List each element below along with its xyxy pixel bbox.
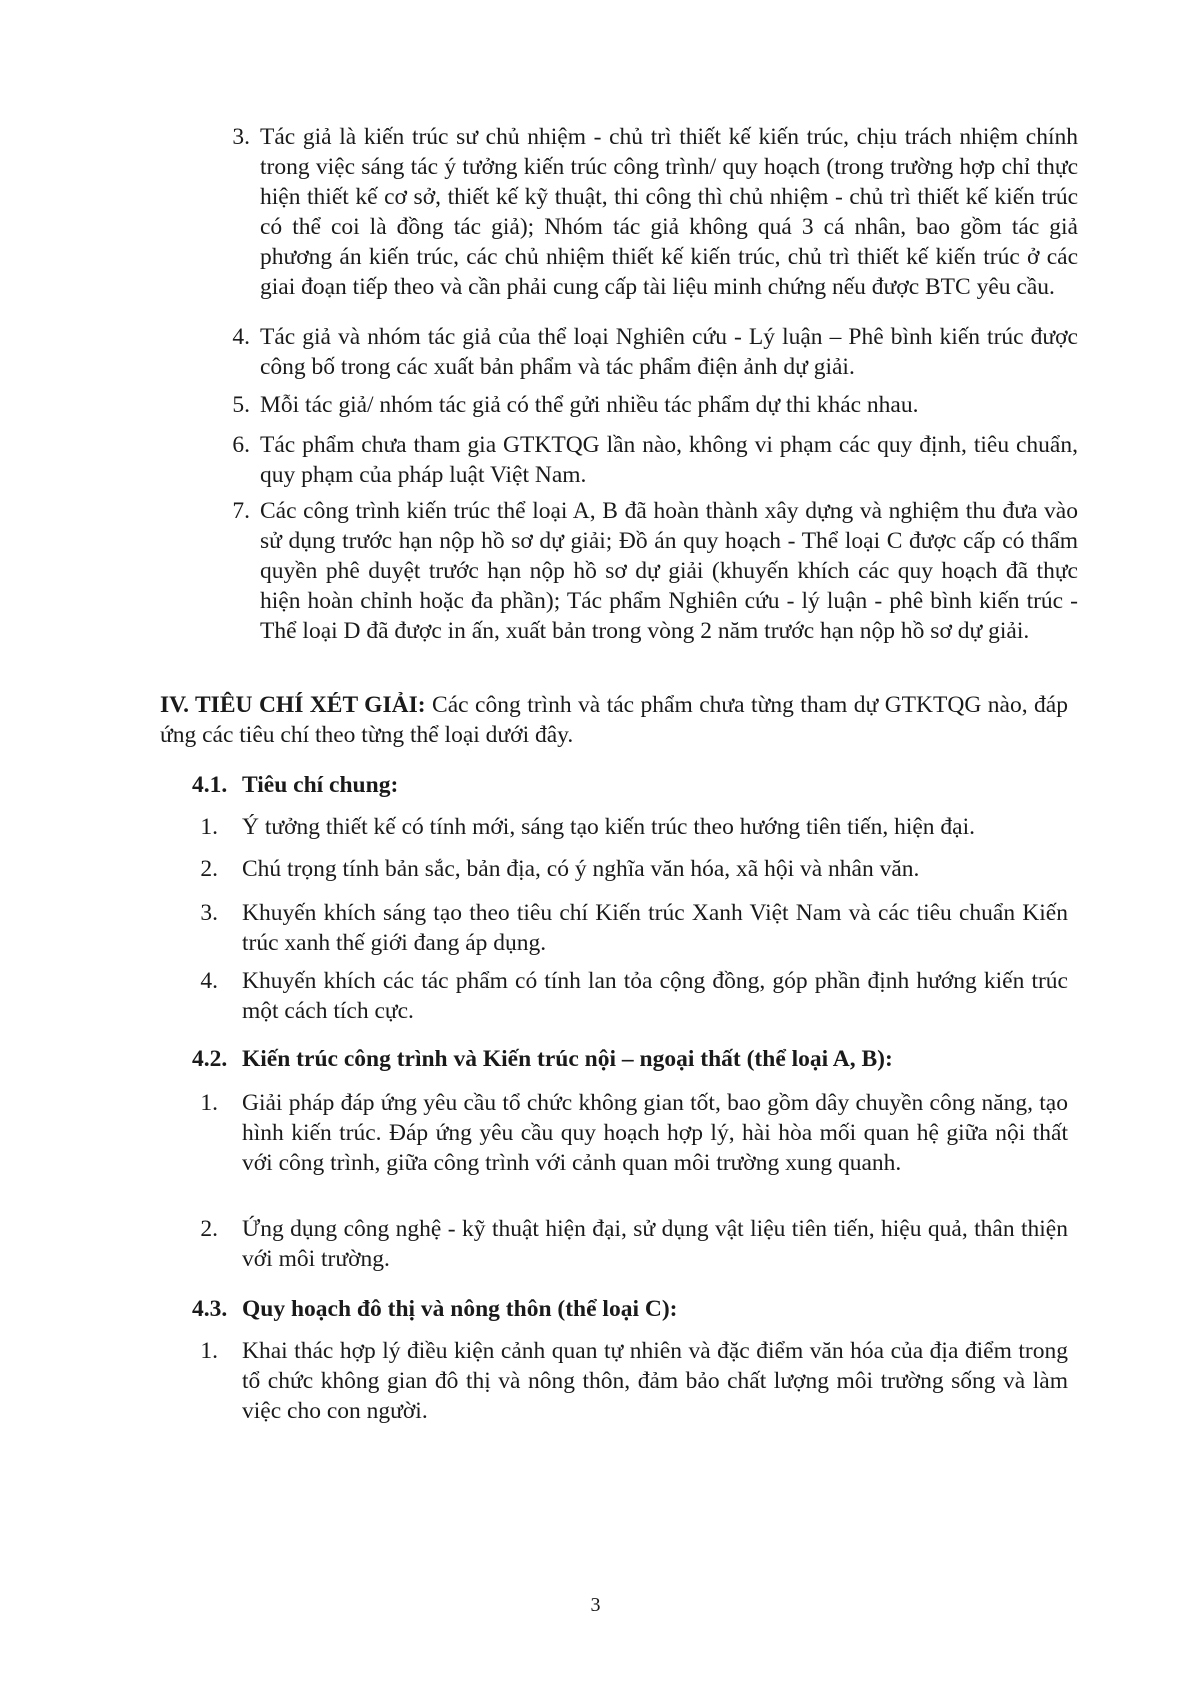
- list-item-text: Chú trọng tính bản sắc, bản địa, có ý nghĩa văn hóa, xã hội và nhân văn.: [242, 856, 920, 882]
- list-item-text: Tác giả là kiến trúc sư chủ nhiệm - chủ trì thiết kế kiến trúc, chịu trách nhiệm chính trong việc sáng tác ý tưởng kiến trúc công trình/ quy hoạch (trong trường hợp chỉ thực hiện thiết kế cơ sở, thiết kế kỹ thuật, thi công thì chủ nhiệm - chủ trì thiết kế kiến trúc có thể coi là đồng tác giả); Nhóm tác giả không quá 3 cá nhân, bao gồm tác giả phương án kiến trúc, các chủ nhiệm thiết kế kiến trúc, chủ trì thiết kế kiến trúc ở các giai đoạn tiếp theo và cần phải cung cấp tài liệu minh chứng nếu được BTC yêu cầu.: [260, 124, 1078, 300]
- list-item-number: 3.: [200, 900, 218, 926]
- list-item-text: Các công trình kiến trúc thể loại A, B đã hoàn thành xây dựng và nghiệm thu đưa vào sử dụng trước hạn nộp hồ sơ dự giải; Đồ án quy hoạch - Thể loại C được cấp có thẩm quyền phê duyệt trước hạn nộp hồ sơ dự giải (khuyến khích các quy hoạch đã thực hiện hoàn chỉnh hoặc đa phần); Tác phẩm Nghiên cứu - lý luận - phê bình kiến trúc - Thể loại D đã được in ấn, xuất bản trong vòng 2 năm trước hạn nộp hồ sơ dự giải.: [260, 498, 1078, 644]
- list-item-number: 3.: [232, 124, 250, 150]
- list-item-number: 4.: [232, 324, 250, 350]
- page-number: 3: [590, 1594, 601, 1616]
- list-item-text: Ý tưởng thiết kế có tính mới, sáng tạo kiến trúc theo hướng tiên tiến, hiện đại.: [242, 814, 976, 840]
- subsection-title: Quy hoạch đô thị và nông thôn (thể loại C):: [242, 1296, 678, 1322]
- list-item-text: Ứng dụng công nghệ - kỹ thuật hiện đại, sử dụng vật liệu tiên tiến, hiệu quả, thân thiện với môi trường.: [242, 1216, 1068, 1272]
- list-item-text: Khuyến khích sáng tạo theo tiêu chí Kiến trúc Xanh Việt Nam và các tiêu chuẩn Kiến trúc xanh thế giới đang áp dụng.: [242, 900, 1068, 956]
- list-item-text: Khai thác hợp lý điều kiện cảnh quan tự nhiên và đặc điểm văn hóa của địa điểm trong tổ chức không gian đô thị và nông thôn, đảm bảo chất lượng môi trường sống và làm việc cho con người.: [242, 1338, 1068, 1424]
- subsection-number: 4.3.: [192, 1296, 228, 1322]
- list-item-number: 6.: [232, 432, 250, 458]
- section-iv-intro: Các công trình và tác phẩm chưa từng tham dự GTKTQG nào, đáp ứng các tiêu chí theo từng thể loại dưới đây.: [160, 692, 1068, 748]
- subsection-number: 4.2.: [192, 1046, 228, 1072]
- subsection-number: 4.1.: [192, 772, 228, 798]
- list-item-text: Tác phẩm chưa tham gia GTKTQG lần nào, không vi phạm các quy định, tiêu chuẩn, quy phạm của pháp luật Việt Nam.: [260, 432, 1078, 488]
- section-iv-heading: IV. TIÊU CHÍ XÉT GIẢI:: [160, 692, 426, 718]
- list-item-number: 5.: [232, 392, 250, 418]
- list-item-text: Khuyến khích các tác phẩm có tính lan tỏa cộng đồng, góp phần định hướng kiến trúc một cách tích cực.: [242, 968, 1068, 1024]
- list-item-text: Tác giả và nhóm tác giả của thể loại Nghiên cứu - Lý luận – Phê bình kiến trúc được công bố trong các xuất bản phẩm và tác phẩm điện ảnh dự giải.: [260, 324, 1078, 380]
- subsection-title: Kiến trúc công trình và Kiến trúc nội – ngoại thất (thể loại A, B):: [242, 1046, 893, 1072]
- list-item-number: 1.: [200, 814, 218, 840]
- list-item-number: 1.: [200, 1090, 218, 1116]
- list-item-number: 4.: [200, 968, 218, 994]
- section-iv-paragraph: [160, 690, 1068, 750]
- subsection-title: Tiêu chí chung:: [242, 772, 399, 798]
- list-item-number: 1.: [200, 1338, 218, 1364]
- list-item-text: Giải pháp đáp ứng yêu cầu tổ chức không gian tốt, bao gồm dây chuyền công năng, tạo hình kiến trúc. Đáp ứng yêu cầu quy hoạch hợp lý, hài hòa mối quan hệ giữa nội thất với công trình, giữa công trình với cảnh quan môi trường xung quanh.: [242, 1090, 1068, 1176]
- list-item-text: Mỗi tác giả/ nhóm tác giả có thể gửi nhiều tác phẩm dự thi khác nhau.: [260, 392, 919, 418]
- list-item-number: 2.: [200, 1216, 218, 1242]
- list-item-number: 7.: [232, 498, 250, 524]
- list-item-number: 2.: [200, 856, 218, 882]
